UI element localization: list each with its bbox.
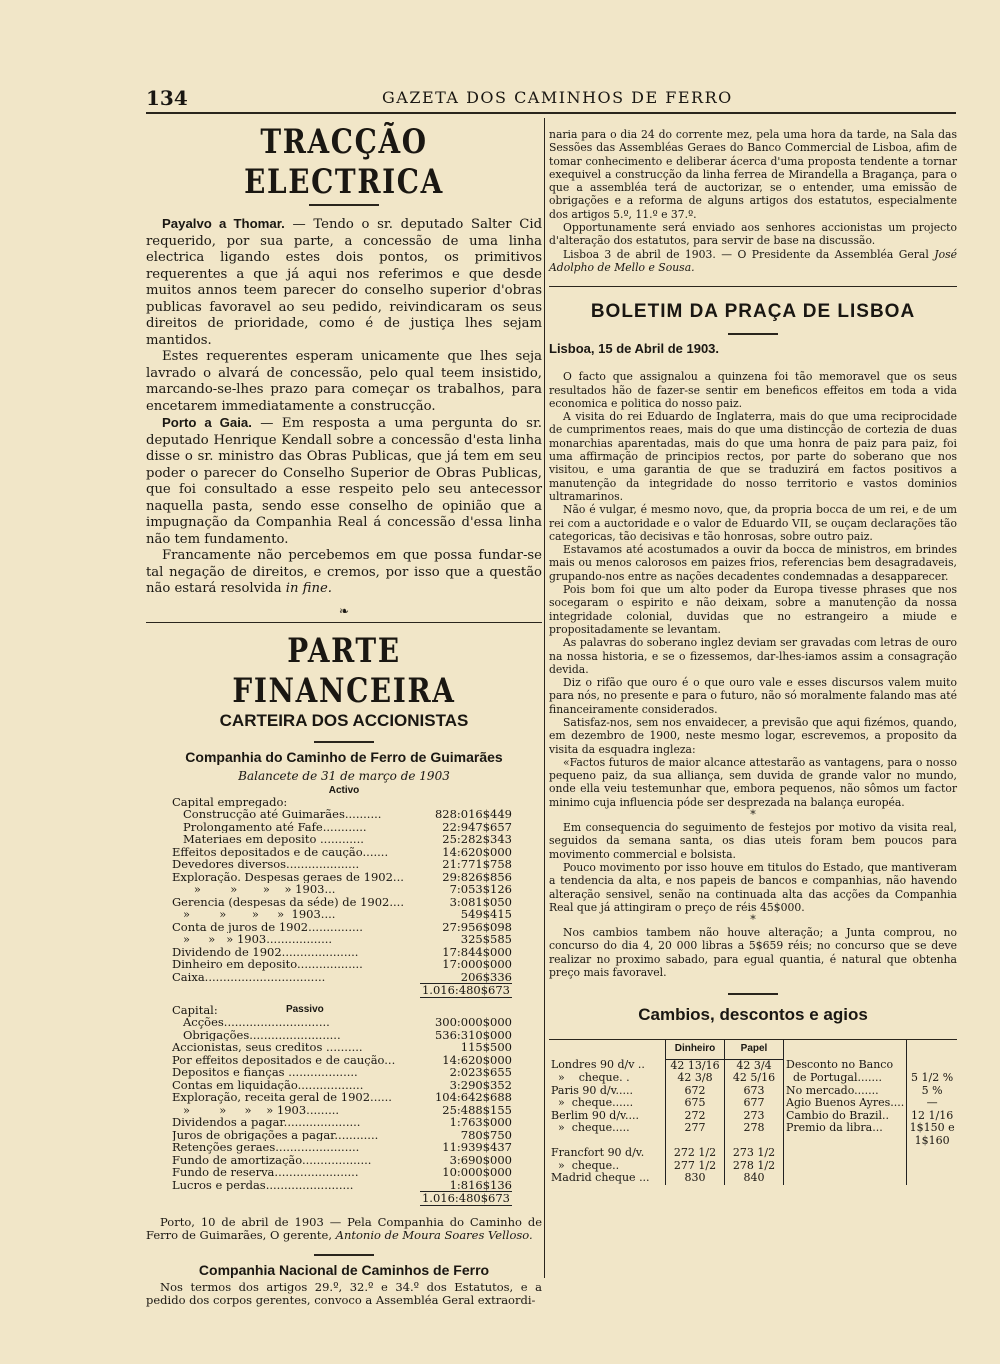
passivo-label: » » » » 1903......... xyxy=(172,1103,340,1116)
fx-place: Berlim 90 d/v.... xyxy=(549,1110,666,1123)
fx-row xyxy=(549,1072,957,1085)
spacer xyxy=(549,356,957,370)
fx-dinheiro: 830 xyxy=(666,1172,725,1185)
porto-text: Porto, 10 de abril de 1903 — Pela Companhia do Caminho de Ferro de Guimarães, O gerente, xyxy=(146,1214,542,1242)
passivo-value: 14:620$000 xyxy=(442,1052,512,1067)
fx-header-row xyxy=(549,1040,957,1059)
passivo-row xyxy=(172,1016,512,1029)
fx-papel: 278 1/2 xyxy=(725,1160,784,1173)
fx-place: Paris 90 d/v..... xyxy=(549,1085,666,1098)
passivo-value: 300:000$000 xyxy=(434,1015,512,1029)
capital-label: Capital: xyxy=(172,1002,218,1017)
passivo-label: Acções............................. xyxy=(172,1016,330,1029)
activo-row xyxy=(172,833,512,846)
fx-rate-value xyxy=(907,1172,957,1185)
activo-list xyxy=(172,796,512,984)
subtitle-rule xyxy=(314,741,374,743)
fx-papel: 673 xyxy=(725,1085,784,1098)
fx-place: » cheque..... xyxy=(549,1122,666,1147)
activo-value: 549$415 xyxy=(460,907,512,921)
boletim-p5: Pois bom foi que um alto poder da Europa tivesse phrases que nos socegaram o espirito e não deixam, sobre a manutenção da nossa integridade colonial, duvidas que no estrangeiro a miude e propositadamente se levantam. xyxy=(549,583,957,636)
fx-papel: 42 3/4 xyxy=(725,1059,784,1072)
passivo-value: 2:023$655 xyxy=(449,1065,512,1079)
fx-rate-label: de Portugal....... xyxy=(784,1072,907,1085)
fx-rate-label: Desconto no Banco xyxy=(784,1059,907,1072)
fx-place: Francfort 90 d/v. xyxy=(549,1147,666,1160)
activo-label: Prolongamento até Fafe............ xyxy=(172,820,367,833)
cambios-table xyxy=(549,1040,957,1185)
activo-value: 14:620$000 xyxy=(442,844,512,859)
section-title-financeira: PARTE FINANCEIRA xyxy=(232,630,456,711)
activo-value: 22:947$657 xyxy=(442,819,512,834)
fx-rate-value xyxy=(907,1147,957,1160)
fx-rate-value: — xyxy=(926,1096,938,1110)
boletim-top-rule xyxy=(549,286,957,287)
assembleia-continuation: naria para o dia 24 do corrente mez, pela uma hora da tarde, na Sala das Sessões das Assembléas Geraes do Banco Commercial de Lisboa, afim de tomar conhecimento e deliberar ácerca d'uma proposta tendente a tornar exequivel a construcção da linha ferrea de Mirandella a Bragança, para o que a assembléa terá de auctorizar, se o entender, uma emissão de obrigações e a reforma de alguns artigos dos estatutos, especialmente dos artigos 5.º, 11.º e 37.º. xyxy=(549,128,957,221)
activo-row xyxy=(172,858,512,871)
header-rule xyxy=(146,112,956,114)
passivo-value: 25:488$155 xyxy=(442,1102,512,1117)
fx-rate-value xyxy=(907,1160,957,1173)
activo-value: 25:282$343 xyxy=(442,832,512,846)
boletim-p6: As palavras do soberano inglez deviam ser gravadas com letras de ouro na nossa historia, e se o fizessemos, dar-lhes-iamos assim a consagração devida. xyxy=(549,636,957,676)
title-rule xyxy=(309,204,379,206)
running-header xyxy=(142,86,932,110)
passivo-row xyxy=(172,1091,512,1104)
fx-place: Londres 90 d/v .. xyxy=(549,1059,666,1072)
activo-row xyxy=(172,808,512,821)
passivo-row xyxy=(172,1116,512,1129)
boletim-p1: O facto que assignalou a quinzena foi tão memoravel que os seus resultados hão de fazer-se sentir em beneficos effeitos em toda a vida economica e politica do nosso paiz. xyxy=(549,370,957,410)
passivo-label: Fundo de reserva....................... xyxy=(172,1166,359,1179)
passivo-row xyxy=(172,1179,512,1192)
fx-dinheiro: 277 1/2 xyxy=(666,1160,725,1173)
passivo-value: 11:939$437 xyxy=(442,1140,512,1154)
lead-porto: Porto a Gaia. xyxy=(162,415,252,430)
boletim-p11: Pouco movimento por isso houve em titulos do Estado, que mantiveram a tendencia da alta, e nos papeis de bancos e companhias, não havendo alteração sensivel, senão na continuada alta das acções da Companhia Real que já attingiram o preço de réis 45$000. xyxy=(549,860,957,914)
fx-header-blank-3 xyxy=(907,1040,957,1059)
fx-dinheiro: 675 xyxy=(666,1097,725,1110)
assembleia-signature-paragraph xyxy=(549,248,957,275)
boletim-p4: Estavamos até acostumados a ouvir da bocca de ministros, em brindes mais ou menos calorosos em paizes frios, referencias bem desagradaveis, grupando-nos entre as nações decadentes condemnadas a desapparecer. xyxy=(549,543,957,583)
separator-star-2: * xyxy=(750,913,756,927)
fx-dinheiro: 277 xyxy=(666,1122,725,1147)
assembleia-projecto: Opportunamente será enviado aos senhores accionistas um projecto d'alteração dos estatutos, para servir de base na discussão. xyxy=(549,221,957,248)
paragraph-francamente xyxy=(146,548,542,598)
boletim-title: BOLETIM DA PRAÇA DE LISBOA xyxy=(590,301,916,323)
activo-value: 3:081$050 xyxy=(449,894,512,909)
page-number: 134 xyxy=(146,86,188,110)
fx-rate-label: No mercado....... xyxy=(784,1085,907,1098)
fx-rate-label xyxy=(784,1147,907,1160)
assembleia-date: Lisboa 3 de abril de 1903. — O Presidente da Assembléa Geral xyxy=(563,247,935,261)
passivo-label: Accionistas, seus creditos .......... xyxy=(172,1041,363,1054)
passivo-label: Juros de obrigações a pagar............ xyxy=(172,1128,379,1141)
fx-header-papel: Papel xyxy=(725,1040,784,1059)
fx-row xyxy=(549,1147,957,1160)
ornament: ❧ xyxy=(338,603,350,618)
activo-label: Caixa................................. xyxy=(172,970,326,983)
activo-label: Capital empregado: xyxy=(172,795,288,808)
boletim-p12: Nos cambios tambem não houve alteração; a Junta comprou, no concurso do dia 4, 20 000 libras a 5$659 réis; no concurso que se deve realizar no proximo sabado, para egual quantia, é natural que obtenha preço mais favoravel. xyxy=(549,926,957,980)
fx-place: » cheque.. xyxy=(549,1160,666,1173)
boletim-p7: Diz o rifão que ouro é o que ouro vale e esses discursos valem muito para nós, no presente e para o futuro, não só moralmente falando mas até financeiramente considerados. xyxy=(549,676,957,716)
fx-row xyxy=(549,1122,957,1147)
fx-papel: 42 5/16 xyxy=(725,1072,784,1085)
fx-header-dinheiro: Dinheiro xyxy=(666,1040,725,1059)
fx-papel: 840 xyxy=(725,1172,784,1185)
activo-label: Conta de juros de 1902............... xyxy=(172,920,363,933)
fx-place: Madrid cheque ... xyxy=(549,1172,666,1185)
fx-rate-label: Agio Buenos Ayres.... xyxy=(784,1097,907,1110)
separator-star: * xyxy=(750,808,756,822)
boletim-date: Lisboa, 15 de Abril de 1903. xyxy=(549,341,720,357)
boletim-p10: Em consequencia do seguimento de festejos por motivo da visita real, seguidos da semana santa, os dias uteis foram bem poucos para movimento commercial e bolsista. xyxy=(549,821,957,861)
activo-value: 17:000$000 xyxy=(442,957,512,971)
lead-payalvo: Payalvo a Thomar. xyxy=(162,216,285,231)
text-in-fine: in fine. xyxy=(285,581,332,596)
text-francamente: Francamente não percebemos em que possa fundar-se tal negação de direitos, e cremos, por isso que a questão não estará resolvida xyxy=(146,548,542,596)
fx-papel: 278 xyxy=(725,1122,784,1147)
passivo-value: 3:690$000 xyxy=(449,1152,512,1167)
activo-value: 17:844$000 xyxy=(442,944,512,959)
fx-dinheiro: 42 13/16 xyxy=(666,1059,725,1072)
fx-rate-value: 12 1/16 xyxy=(911,1108,954,1122)
activo-label: Devedores diversos.................... xyxy=(172,858,360,871)
passivo-value: 104:642$688 xyxy=(434,1090,512,1104)
activo-row xyxy=(172,908,512,921)
fx-dinheiro: 42 3/8 xyxy=(666,1072,725,1085)
fx-place: » cheque...... xyxy=(549,1097,666,1110)
activo-value: 206$336 xyxy=(460,969,512,984)
left-column xyxy=(146,118,542,1307)
passivo-label: Retenções geraes....................... xyxy=(172,1141,360,1154)
activo-label: Dinheiro em deposito.................. xyxy=(172,958,363,971)
fx-body xyxy=(549,1059,957,1185)
assembleia-signature: José Adolpho de Mello e Sousa. xyxy=(549,247,957,274)
fx-header-blank xyxy=(549,1040,666,1059)
passivo-value: 780$750 xyxy=(460,1127,512,1142)
boletim-rule xyxy=(728,333,778,335)
fx-dinheiro: 272 1/2 xyxy=(666,1147,725,1160)
paragraph-porto xyxy=(146,415,542,548)
porto-signature: Antonio de Moura Soares Velloso. xyxy=(335,1227,533,1242)
passivo-label: Depositos e fianças ................... xyxy=(172,1066,358,1079)
activo-row xyxy=(172,958,512,971)
fx-papel: 677 xyxy=(725,1097,784,1110)
activo-value: 27:956$098 xyxy=(442,919,512,934)
paragraph-payalvo xyxy=(146,216,542,349)
activo-label: Dividendo de 1902..................... xyxy=(172,945,359,958)
activo-value: 325$585 xyxy=(460,932,512,946)
passivo-row xyxy=(172,1141,512,1154)
passivo-label: Dividendos a pagar..................... xyxy=(172,1116,361,1129)
boletim-p3: Não é vulgar, é mesmo novo, que, da propria bocca de um rei, e de um rei com a auctoridade e o valor de Eduardo VII, se ouçam declarações tão categoricas, tão decisivas e tão honrosas, sobre outro paiz. xyxy=(549,503,957,543)
fx-rate-value: 5 % xyxy=(921,1083,943,1097)
section-subtitle: CARTEIRA DOS ACCIONISTAS xyxy=(219,710,469,730)
text-payalvo: — Tendo o sr. deputado Salter Cid requerido, por sua parte, a concessão de uma linha electrica ligando estes dois pontos, os primitivos requerentes a que já aqui nos referimos e que desde muitos annos teem parecer do conselho superior d'obras publicas favoravel ao seu pedido, reivindicaram os seus direitos de prioridade, como é de justiça lhes sejam mantidos. xyxy=(146,217,543,348)
fx-papel: 273 1/2 xyxy=(725,1147,784,1160)
activo-value: 828:016$449 xyxy=(434,807,512,821)
passivo-label: Por effeitos depositados e de caução... xyxy=(172,1053,396,1066)
activo-label: » » » » 1903.... xyxy=(172,908,336,921)
fx-place: » cheque. . xyxy=(549,1072,666,1085)
activo-row xyxy=(172,883,512,896)
cambios-top-rule xyxy=(728,993,778,995)
fx-rate-label xyxy=(784,1160,907,1173)
cambios-rule xyxy=(549,1039,957,1040)
boletim-p8: Satisfaz-nos, sem nos envaidecer, a previsão que aqui fizémos, quando, em dezembro de 1900, neste mesmo logar, escrevemos, a proposito da visita da esquadra ingleza: xyxy=(549,715,957,756)
passivo-total-row xyxy=(172,1191,512,1206)
column-divider xyxy=(544,118,545,1278)
passivo-row xyxy=(172,1066,512,1079)
right-column xyxy=(549,128,957,1185)
passivo-value: 536:310$000 xyxy=(434,1027,512,1042)
passivo-label: Exploração, receita geral de 1902...... xyxy=(172,1091,392,1104)
fx-rate-label: Premio da libra... xyxy=(784,1122,907,1147)
fx-dinheiro: 672 xyxy=(666,1085,725,1098)
activo-label: Gerencia (despesas da séde) de 1902.... xyxy=(172,895,404,908)
activo-label: » » » 1903.................. xyxy=(172,933,333,946)
section-rule xyxy=(146,622,542,623)
fx-rate-label xyxy=(784,1172,907,1185)
activo-total-row xyxy=(172,983,512,998)
passivo-label: Contas em liquidação.................. xyxy=(172,1078,364,1091)
journal-title: GAZETA DOS CAMINHOS DE FERRO xyxy=(382,88,733,107)
company2-rule xyxy=(314,1254,374,1256)
company-guimaraes: Companhia do Caminho de Ferro de Guimarães xyxy=(185,748,503,765)
passivo-value: 1:816$136 xyxy=(449,1177,512,1192)
fx-papel: 273 xyxy=(725,1110,784,1123)
passivo-value: 3:290$352 xyxy=(449,1077,512,1092)
company2-paragraph: Nos termos dos artigos 29.º, 32.º e 34.º dos Estatutos, e a pedido dos corpos gerentes, convoco a Assembléa Geral extraordi- xyxy=(146,1279,542,1307)
activo-label: Construcção até Guimarães.......... xyxy=(172,808,382,821)
activo-total: 1.016:480$673 xyxy=(421,983,510,997)
passivo-value: 1:763$000 xyxy=(449,1115,512,1129)
passivo-value: 115$500 xyxy=(460,1040,512,1054)
cambios-title: Cambios, descontos e agios xyxy=(638,1005,868,1025)
activo-value: 7:053$126 xyxy=(449,882,512,896)
passivo-label: Obrigações......................... xyxy=(172,1028,341,1041)
passivo-list xyxy=(172,1016,512,1191)
section-title-traccao: TRACÇÃO ELECTRICA xyxy=(244,122,444,202)
fx-rate-value: 1$150 e 1$160 xyxy=(909,1121,955,1147)
balancete-date: Balancete de 31 de março de 1903 xyxy=(238,768,450,783)
fx-header-blank-2 xyxy=(784,1040,907,1059)
passivo-label: Lucros e perdas........................ xyxy=(172,1178,354,1191)
passivo-value: 10:000$000 xyxy=(442,1165,512,1179)
activo-label: » » » » 1903... xyxy=(172,883,336,896)
fx-rate-label: Cambio do Brazil.. xyxy=(784,1110,907,1123)
activo-row xyxy=(172,933,512,946)
fx-row xyxy=(549,1172,957,1185)
fx-dinheiro: 272 xyxy=(666,1110,725,1123)
passivo-label: Fundo de amortização................... xyxy=(172,1153,372,1166)
activo-label: Exploração. Despesas geraes de 1902... xyxy=(172,870,404,883)
fx-rate-value: 5 1/2 % xyxy=(911,1071,954,1085)
boletim-p9: «Factos futuros de maior alcance attestarão as vantagens, para o nosso pequeno paiz, da sua alliança, sem duvida de grande valor no mundo, onde ella veiu testemunhar que, embora pequenos, não sômos um factor minimo cuja influencia póde ser desprezada na balança européa. xyxy=(549,755,957,809)
activo-label: Effeitos depositados e de caução....... xyxy=(172,845,389,858)
passivo-row xyxy=(172,1041,512,1054)
fx-row xyxy=(549,1097,957,1110)
activo-value: 29:826$856 xyxy=(442,869,512,884)
text-porto: — Em resposta a uma pergunta do sr. deputado Henrique Kendall sobre a concessão d'esta linha disse o sr. ministro das Obras Publicas, que já tem em seu poder o parecer do Conselho Superior de Obras Publicas, que foi consultado a esse respeito pelo seu antecessor naquella pasta, sendo esse conselho de opinião que a impugnação da Companhia Real á concessão d'essa linha não tem fundamento. xyxy=(146,416,542,547)
activo-row xyxy=(172,971,512,984)
porto-signature-paragraph xyxy=(146,1216,542,1242)
activo-label: Materiaes em deposito ............ xyxy=(172,833,364,846)
passivo-row xyxy=(172,1166,512,1179)
passivo-total: 1.016:480$673 xyxy=(421,1191,510,1205)
paragraph-requerentes: Estes requerentes esperam unicamente que lhes seja lavrado o alvará de concessão, pelo qual teem insistido, marcando-se-lhes prazo para começar os trabalhos, para encetarem immediatamente a construcção. xyxy=(146,349,542,414)
activo-value: 21:771$758 xyxy=(442,857,512,871)
boletim-p2: A visita do rei Eduardo de Inglaterra, mais do que uma reciprocidade de cumprimentos reaes, mais do que uma distincção de cortezia de duas monarchias aparentadas, mais do que uma honra de paiz para paiz, foi uma affirmação de principios rectos, por parte do soberano que nos visitou, e uma garantia de que se traduzirá em factos positivos a manutenção da integridade do nosso territorio e vastos dominios ultramarinos. xyxy=(549,410,957,503)
activo-label: Activo xyxy=(328,784,360,796)
passivo-label: Passivo xyxy=(285,1003,324,1015)
company-nacional: Companhia Nacional de Caminhos de Ferro xyxy=(198,1261,490,1278)
